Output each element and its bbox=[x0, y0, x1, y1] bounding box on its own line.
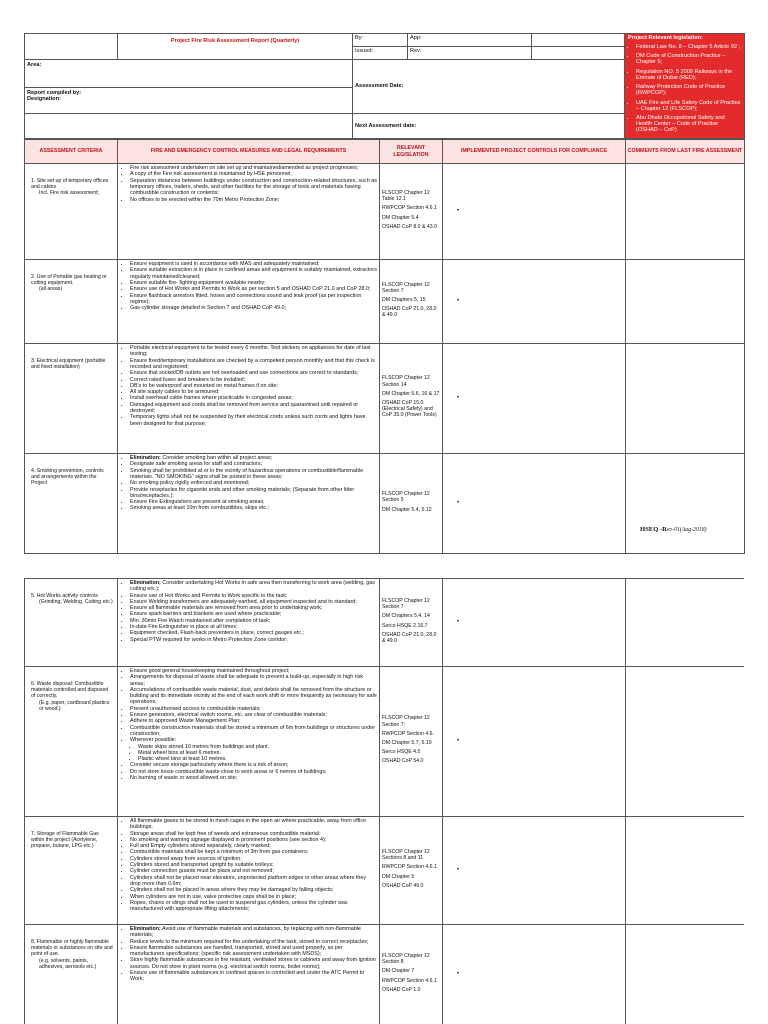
header-blank-cell bbox=[25, 34, 118, 60]
legislation-ref: OSHAD CoP 1.0 bbox=[382, 986, 421, 993]
measure-item: • Arrangements for disposal of waste shall be adequate to prevent a build-up, especially in high risk areas; bbox=[130, 674, 377, 687]
measure-item: • Combustible construction materials shall be stored a minimum of 6m from buildings or structures under construction; bbox=[130, 725, 377, 738]
legislation-ref: FLSCOP Chapter 12 Section 7 bbox=[382, 281, 430, 294]
measure-item: • No smoking and warning signage displayed in prominent positions (see section 4); bbox=[130, 837, 377, 843]
control-measures bbox=[118, 260, 380, 344]
report-page-2 bbox=[24, 578, 744, 1024]
compiled-by-block bbox=[25, 88, 353, 114]
criteria-text: 3. Electrical equipment (portable and fixed installation) bbox=[31, 358, 106, 371]
column-header-criteria: ASSESSMENT CRITERIA bbox=[25, 140, 118, 164]
bullet-marker: • bbox=[457, 971, 460, 978]
legislation-ref: OSHAD CoP 21.0, 28.0 & 49.0 bbox=[382, 306, 437, 319]
relevant-legislation bbox=[380, 925, 443, 1024]
criteria-text: 7. Storage of Flammable Gas within the project (Acetylene, propane, butane, LPG etc.) bbox=[31, 831, 99, 850]
measure-item: • Ensure Welding transformers are adequately earthed, all equipment inspected and to standard; bbox=[130, 599, 377, 605]
measure-item: • Smoking areas at least 10m from combustibles, skips etc.; bbox=[130, 505, 377, 511]
assessment-row bbox=[25, 817, 745, 925]
measure-item: • Elimination; Consider undertaking Hot Works in safe area then transferring to work area (welding, gas cutting etc.); bbox=[130, 580, 377, 593]
measure-item: • Elimination; Consider smoking ban within all project areas; bbox=[130, 455, 377, 461]
control-measures bbox=[118, 579, 380, 667]
measure-item: • Do not store loose combustible waste close to work areas or 6 metres of buildings; bbox=[130, 769, 377, 775]
legislation-ref: FLSCOP Chapter 12 Sections 8 and 11 bbox=[382, 848, 430, 862]
measure-emphasis: Elimination; bbox=[130, 926, 161, 932]
legislation-item: • UAE Fire and Life Safety Code of Practice – Chapter 12 (FLSCOP); bbox=[636, 100, 741, 112]
next-assessment-date-label: Next Assessment date: bbox=[353, 114, 625, 139]
bullet-marker: • bbox=[457, 738, 460, 745]
measure-item: • Gas cylinder storage detailed in Section 7 and OSHAD CoP 49.0; bbox=[130, 305, 377, 311]
measure-item: • Portable electrical equipment to be tested every 6 months. Test stickers on appliances for date of last testing; bbox=[130, 345, 377, 358]
measure-item: • Ensure use of Hot Works and Permits to Work as per section 5 and OSHAD CoP 21.0 and CoP 28.0; bbox=[130, 286, 377, 292]
assessment-rows bbox=[25, 164, 745, 554]
legislation-ref: OSHAD CoP 49.0 bbox=[382, 882, 424, 889]
measure-item: • Cylinders shall not be placed near elevators, unprotected platform edges or other areas where they drop more than 0.6m; bbox=[130, 875, 377, 888]
assessment-criteria bbox=[25, 164, 118, 260]
issued-label: Issued: bbox=[353, 47, 408, 60]
header-extra-cell bbox=[532, 34, 625, 47]
measure-item: • Combustible materials shall be kept a minimum of 3m from gas containers; bbox=[130, 849, 377, 855]
report-title: Project Fire Risk Assessment Report (Quarterly) bbox=[118, 34, 353, 60]
criteria-text: (all areas) bbox=[39, 286, 63, 293]
measure-item: • Prevent unauthorised access to combustible materials; bbox=[130, 706, 377, 712]
measure-item: • Equipment checked, Flash-back preventers in place, correct gauges etc.; bbox=[130, 630, 377, 636]
measures-list bbox=[120, 345, 377, 427]
assessment-criteria bbox=[25, 454, 118, 554]
measure-item: • Reduce levels to the minimum required for the undertaking of the task, stored in correct receptacles; bbox=[130, 939, 377, 945]
legislation-ref: RWPCOP Section 4.6.1 bbox=[382, 205, 437, 212]
legislation-ref: DM Chapter 5.4, 5.12 bbox=[382, 506, 432, 513]
comments-cell[interactable] bbox=[626, 260, 745, 344]
measure-item: • Store highly flammable substances in fire resistant, ventilated stores or cabinets and away from ignition sources. Do not store in plant rooms (e.g. electrical switch rooms, boiler rooms); bbox=[130, 957, 377, 970]
measure-item: • Ensure use of flammable substances in confined spaces is controlled and under the ATC Permit to Work; bbox=[130, 970, 377, 983]
legislation-item: • Abu Dhabi Occupational Safety and Health Center – Code of Practise (OSHAD – CoP) bbox=[636, 115, 741, 133]
legislation-ref: RWPCOP Section 4.6. bbox=[382, 730, 434, 737]
legislation-ref: FLSCOP Chapter 12 Table 12.1 bbox=[382, 190, 430, 203]
measure-sublist bbox=[130, 744, 377, 763]
measure-item: • Ensure suitable extraction is in place in confined areas and equipment is suitably maintained, extractors regularly maintained/cleaned; bbox=[130, 267, 377, 280]
control-measures bbox=[118, 164, 380, 260]
measures-list bbox=[120, 818, 377, 912]
legislation-ref: Serco HSQE 4.5 bbox=[382, 749, 421, 756]
designation-label: Designation: bbox=[27, 96, 61, 103]
measure-item: • Ensure that socket/DB outlets are not overloaded and use connections are correct to standards; bbox=[130, 370, 377, 376]
measure-subitem: • Metal wheel bins at least 6 metres. bbox=[138, 750, 377, 756]
legislation-ref: DM Chapter 5.7, 5.10 bbox=[382, 740, 432, 746]
implemented-controls-cell[interactable] bbox=[443, 667, 626, 817]
measure-subitem: • Waste skips stored 10 metres from buildings and plant. bbox=[138, 744, 377, 750]
bullet-marker: • bbox=[457, 298, 460, 305]
criteria-text: Incl. Fire risk assessment; bbox=[39, 190, 99, 197]
area-label: Area: bbox=[25, 60, 353, 88]
measures-list bbox=[120, 580, 377, 643]
control-measures bbox=[118, 454, 380, 554]
bullet-marker: • bbox=[457, 500, 460, 507]
assessment-row bbox=[25, 667, 745, 817]
criteria-text: 1. Site set up of temporary offices and cabins bbox=[31, 178, 109, 191]
legislation-item: • DM Code of Construction Practice – Chapter 5; bbox=[636, 53, 741, 65]
criteria-text: (E.g. paper, cardboard plastics or wood.) bbox=[39, 699, 110, 712]
measure-item: • Special PTW required for works in Metro Protection Zone corridor; bbox=[130, 637, 377, 643]
assessment-criteria bbox=[25, 667, 118, 817]
column-header-implemented: IMPLEMENTED PROJECT CONTROLS FOR COMPLIANCE bbox=[443, 140, 626, 164]
header-extra-cell bbox=[532, 47, 625, 60]
app-label: App: bbox=[408, 34, 532, 47]
measure-item: • When cylinders are not in use, valve protective caps shall be in place; bbox=[130, 894, 377, 900]
report-page-1 bbox=[24, 33, 744, 513]
report-header-table bbox=[24, 33, 745, 139]
legislation-ref: RWPCOP Section 4.6.1 bbox=[382, 977, 437, 984]
bullet-marker: • bbox=[457, 867, 460, 874]
measure-item: • Ropes, chains or slings shall not be used to suspend gas cylinders, unless the cylinder was manufactured with appropriate lifting attachments; bbox=[130, 900, 377, 913]
assessment-criteria bbox=[25, 925, 118, 1024]
bullet-marker: • bbox=[457, 208, 460, 215]
measure-item: • Min. 30min Fire Watch maintained after completion of task; bbox=[130, 618, 377, 624]
legislation-ref: FLSCOP Chapter 12 Section 7; bbox=[382, 715, 430, 728]
measures-list bbox=[120, 455, 377, 512]
measure-item: • Cylinders stored away from sources of ignition; bbox=[130, 856, 377, 862]
rev-label: Rev: bbox=[408, 47, 532, 60]
measures-list bbox=[120, 261, 377, 311]
legislation-item: • Railway Protection Code of Practice (RWPCOP); bbox=[636, 84, 741, 96]
relevant-legislation bbox=[380, 817, 443, 925]
comments-cell[interactable] bbox=[626, 454, 745, 554]
measure-item: • All site supply cables to be armoured; bbox=[130, 389, 377, 395]
criteria-text: 2. Use of Portable gas heating or cutting equipment. bbox=[31, 274, 107, 287]
measure-item: • Ensure equipment is used in accordance with MAS and adequately maintained; bbox=[130, 261, 377, 267]
measure-item: • Ensure flammable substances are handled, transported, stored and used properly, as per manufacturers specifications; (specific risk assessment undertaken with MSDS); bbox=[130, 945, 377, 958]
footer-revision: ev-01(Aug-2018) bbox=[666, 527, 707, 533]
comments-cell[interactable] bbox=[626, 164, 745, 260]
legislation-ref: Serco HSQE 2.16.7 bbox=[382, 622, 428, 629]
assessment-criteria bbox=[25, 817, 118, 925]
legislation-item: • Federal Law No. 8 – Chapter 5 Article 92 ; bbox=[636, 44, 741, 50]
assessment-row bbox=[25, 164, 745, 260]
comments-cell[interactable] bbox=[626, 925, 745, 1024]
legislation-ref: RWPCOP Section 4.6.1 bbox=[382, 864, 437, 871]
legislation-ref: OSHAD CoP 8.0 & 43.0 bbox=[382, 223, 437, 230]
legislation-ref: DM Chapter 5.6, 16 & 17 bbox=[382, 390, 440, 397]
measure-item: • Cylinders stored and transported upright by suitable trolleys; bbox=[130, 862, 377, 868]
implemented-controls-cell[interactable] bbox=[443, 817, 626, 925]
measure-item: • Wherever possible: • Waste skips stored 10 metres from buildings and plant. • Metal wheel bins at least 6 metres. • Plastic wheel bins at least 10 metres. bbox=[130, 737, 377, 762]
assessment-table-page-1 bbox=[24, 139, 745, 554]
comments-cell[interactable] bbox=[626, 817, 745, 925]
measure-item: • Storage areas shall be kept free of weeds and extraneous combustible material; bbox=[130, 831, 377, 837]
assessment-row bbox=[25, 344, 745, 454]
measure-item: • Install overhead cable frames where practicable in congested areas; bbox=[130, 395, 377, 401]
measure-item: • Ensure flashback arrestors fitted, hoses and connections sound and leak proof (as per inspection regime); bbox=[130, 293, 377, 306]
measure-item: • Ensure Fire Extinguishers are present at smoking areas; bbox=[130, 499, 377, 505]
measure-item: • All flammable gases to be stored in mesh cages in the open air where practicable, away from office buildings; bbox=[130, 818, 377, 831]
by-label: By: bbox=[353, 34, 408, 47]
assessment-row bbox=[25, 925, 745, 1024]
assessment-table-page-2 bbox=[24, 578, 744, 1024]
relevant-legislation bbox=[380, 260, 443, 344]
measure-item: • Consider secure storage particularly where there is a risk of arson; bbox=[130, 762, 377, 768]
assessment-date-label: Assessment Date: bbox=[353, 60, 625, 114]
measure-item: • DB's to be waterproof and mounted on metal frames if on site; bbox=[130, 383, 377, 389]
control-measures bbox=[118, 667, 380, 817]
relevant-legislation bbox=[380, 667, 443, 817]
measure-emphasis: Elimination; bbox=[130, 455, 161, 462]
column-header-measures: FIRE AND EMERGENCY CONTROL MEASURES AND LEGAL REQUIREMENTS bbox=[118, 140, 380, 164]
column-header-comments: COMMENTS FROM LAST FIRE ASSESSMENT bbox=[626, 140, 745, 164]
comments-cell[interactable] bbox=[626, 667, 745, 817]
relevant-legislation bbox=[380, 579, 443, 667]
measure-item: • Cylinder connection guards must be place and not removed; bbox=[130, 868, 377, 874]
criteria-text: (Grinding, Welding, Cutting etc.) bbox=[39, 599, 113, 606]
measure-item: • Ensure all flammable materials are removed from area prior to undertaking work; bbox=[130, 605, 377, 611]
measure-item: • Damaged equipment and cords shall be removed from service and quarantined until repaired or destroyed; bbox=[130, 402, 377, 415]
comments-cell[interactable] bbox=[626, 344, 745, 454]
measure-item: • Ensure good general housekeeping maintained throughout project; bbox=[130, 668, 377, 674]
legislation-ref: DM Chapter 5.4 bbox=[382, 214, 419, 221]
control-measures bbox=[118, 817, 380, 925]
measure-item: • Correct rated fuses and breakers to be installed; bbox=[130, 377, 377, 383]
measure-item: • Adhere to approved Waste Management Plan; bbox=[130, 718, 377, 724]
measures-list bbox=[120, 165, 377, 203]
implemented-controls-cell[interactable] bbox=[443, 925, 626, 1024]
measure-item: • No burning of waste or wood allowed on site; bbox=[130, 775, 377, 781]
measure-subitem: • Plastic wheel bins at least 10 metres. bbox=[138, 756, 377, 762]
measure-item: • Elimination; Avoid use of flammable materials and substances, by replacing with non-flammable materials; bbox=[130, 926, 377, 939]
criteria-text: 4. Smoking prevention, controls and arrangements within the Project bbox=[31, 468, 104, 487]
document-footer bbox=[640, 527, 707, 533]
criteria-text: (e.g. solvents, paints, adhesives, aerosols etc.) bbox=[39, 957, 97, 970]
header-blank-row bbox=[25, 114, 353, 139]
measure-item: • Ensure spark barriers and blankets are used where practicable; bbox=[130, 611, 377, 617]
criteria-text: 6. Waste disposal: Combustible materials controlled and disposed of correctly. bbox=[31, 681, 109, 700]
legislation-ref: FLSCOP Chapter 12 Section 14 bbox=[382, 375, 430, 388]
legislation-item: • Regulation NO. 5 2009 Railways in the Emirate of Dubai (RED); bbox=[636, 69, 741, 81]
legislation-ref: OSHAD CoP 54.0 bbox=[382, 758, 424, 765]
measure-emphasis: Elimination; bbox=[130, 580, 161, 586]
assessment-row bbox=[25, 454, 745, 554]
control-measures bbox=[118, 344, 380, 454]
assessment-row bbox=[25, 260, 745, 344]
implemented-controls-cell[interactable] bbox=[443, 164, 626, 260]
legislation-ref: DM Chapter 5 bbox=[382, 873, 415, 880]
relevant-legislation bbox=[380, 164, 443, 260]
criteria-text: 5. Hot Works activity controls bbox=[31, 593, 98, 599]
measure-item: • Cylinders shall not be placed in areas where they may be damaged by falling objects; bbox=[130, 887, 377, 893]
legislation-ref: DM Chapters 5, 15 bbox=[382, 296, 426, 303]
comments-cell[interactable] bbox=[626, 579, 745, 667]
assessment-criteria bbox=[25, 344, 118, 454]
legislation-ref: FLSCOP Chapter 12 Section 7 bbox=[382, 597, 430, 611]
measures-list bbox=[120, 668, 377, 781]
legislation-ref: DM Chapters 5.4, 14 bbox=[382, 613, 430, 620]
assessment-row bbox=[25, 579, 745, 667]
implemented-controls-cell[interactable] bbox=[443, 344, 626, 454]
measure-item: • Ensure use of Hot Works and Permits to Work specific to the task; bbox=[130, 593, 377, 599]
bullet-marker: • bbox=[457, 395, 460, 402]
assessment-rows bbox=[25, 579, 745, 1024]
legislation-title: Project Relevant legislation: bbox=[628, 35, 703, 41]
legislation-panel bbox=[625, 34, 745, 139]
measure-item: • Ensure fixed/temporary installations are checked by a competent person monthly and that this check is recorded and registered; bbox=[130, 358, 377, 371]
implemented-controls-cell[interactable] bbox=[443, 579, 626, 667]
measure-item: • Smoking shall be prohibited at or in the vicinity of hazardous operations or combustible/flammable materials. "NO SMOKING" signs shall be posted in these areas; bbox=[130, 468, 377, 481]
measure-item: • Full and Empty cylinders stored separately, clearly marked; bbox=[130, 843, 377, 849]
legislation-ref: FLSCOP Chapter 12 Section 5 bbox=[382, 491, 430, 504]
measure-item: • Ensure suitable fire- fighting equipment available nearby; bbox=[130, 280, 377, 286]
measure-item: • Separation distances between buildings under construction and construction-related structures, such as temporary offices, trailers, sheds, and other facilities for the storage of tools and materials having combustible construction or contents; bbox=[130, 178, 377, 197]
report-compiled-label: Report compiled by: bbox=[27, 90, 82, 97]
measure-item: • No offices to be erected within the 70m Metro Protection Zone; bbox=[130, 197, 377, 203]
relevant-legislation bbox=[380, 454, 443, 554]
legislation-ref: OSHAD CoP 21.0, 28.0 & 49.0 bbox=[382, 631, 437, 644]
assessment-criteria bbox=[25, 260, 118, 344]
measure-item: • In-date Fire Extinguisher in place at all times; bbox=[130, 624, 377, 630]
measure-item: • Accumulations of combustible waste material, dust, and debris shall be removed from the structure or building and its immediate vicinity at the end of each work shift or more frequently as necessary for safe operations; bbox=[130, 687, 377, 706]
measure-item: • Ensure generators, electrical switch rooms, etc. are clear of combustible materials; bbox=[130, 712, 377, 718]
legislation-list bbox=[628, 44, 741, 134]
criteria-text: 8. Flammable or highly flammable materials or substances on site and point of use. bbox=[31, 939, 113, 958]
legislation-ref: FLSCOP Chapter 12 Section 8 bbox=[382, 952, 430, 966]
measure-item: • Fire risk assessment undertaken on site set up and maintained/amended as project progresses; bbox=[130, 165, 377, 171]
assessment-criteria bbox=[25, 579, 118, 667]
column-header-legislation: RELEVANT LEGISLATION bbox=[380, 140, 443, 164]
measure-item: • Provide receptacles for cigarette ends and other smoking materials; (Separate from other litter bins/receptacles.); bbox=[130, 487, 377, 500]
legislation-ref: DM Chapter 7 bbox=[382, 968, 415, 975]
measure-item: • Designate safe smoking areas for staff and contractors; bbox=[130, 461, 377, 467]
measures-list bbox=[120, 926, 377, 983]
measure-item: • No smoking policy rigidly enforced and monitored; bbox=[130, 480, 377, 486]
footer-code: HSEQ -R bbox=[640, 526, 667, 533]
measure-item: • Temporary lights shall not be suspended by their electrical cords unless such cords and lights have been designed for that purpose; bbox=[130, 414, 377, 427]
implemented-controls-cell[interactable] bbox=[443, 260, 626, 344]
measure-item: • A copy of the Fire risk assessment is maintained by HSE personnel; bbox=[130, 171, 377, 177]
relevant-legislation bbox=[380, 344, 443, 454]
control-measures bbox=[118, 925, 380, 1024]
bullet-marker: • bbox=[457, 619, 460, 626]
legislation-ref: OSHAD CoP 15.0 (Electrical Safety) and CoP 35.0 (Power Tools) bbox=[382, 400, 437, 419]
implemented-controls-cell[interactable] bbox=[443, 454, 626, 554]
